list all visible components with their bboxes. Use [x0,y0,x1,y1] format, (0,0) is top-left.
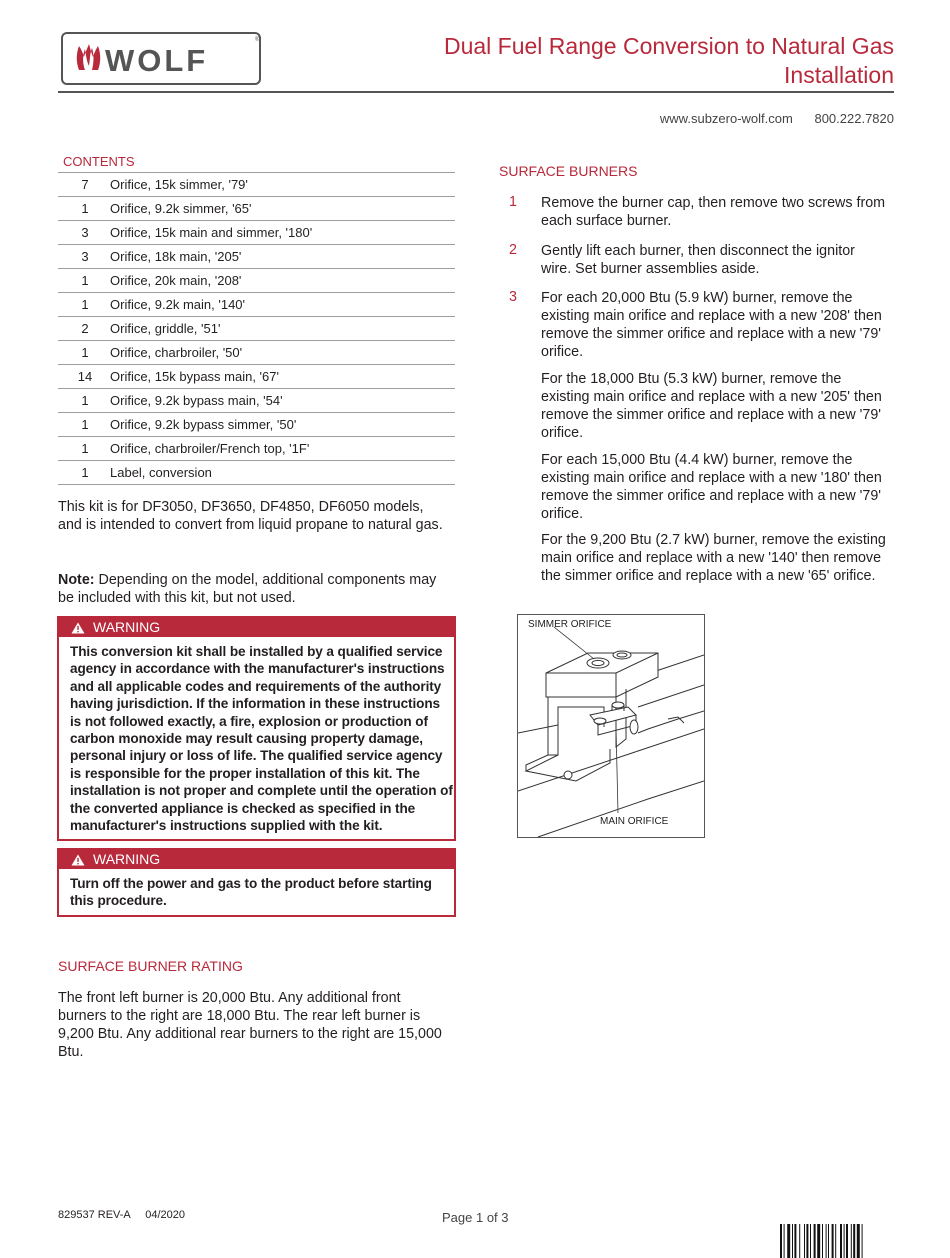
contents-row [58,293,455,317]
document-title [444,32,894,90]
item-description: Orifice, 20k main, '208' [110,269,455,293]
barcode-bar [787,1224,790,1258]
contents-row [58,389,455,413]
item-quantity: 1 [58,461,110,485]
barcode-bar [840,1224,842,1258]
step-number: 3 [509,289,517,305]
warning-title: WARNING [93,851,161,867]
note-text [58,571,450,607]
barcode-bar [814,1224,816,1258]
step-subparagraph: For the 18,000 Btu (5.3 kW) burner, remove the existing main orifice and replace with a new '205' then remove the simmer orifice and replace with a new '79' orifice. [541,371,882,441]
item-quantity: 2 [58,317,110,341]
item-description: Orifice, 9.2k simmer, '65' [110,197,455,221]
step-subparagraph: For the 9,200 Btu (2.7 kW) burner, remove the existing main orifice and replace with a new '140' then remove the simmer orifice and replace with a new '65' orifice. [541,532,886,584]
contents-row [58,173,455,197]
barcode-bar [817,1224,820,1258]
barcode-bar [794,1224,796,1258]
contents-row [58,221,455,245]
item-quantity: 1 [58,341,110,365]
contents-row [58,269,455,293]
contents-row [58,317,455,341]
warning-header [59,618,454,637]
barcode-bar [792,1224,793,1258]
barcode-bar [846,1224,848,1258]
item-description: Orifice, 15k bypass main, '67' [110,365,455,389]
barcode-bar [853,1224,855,1258]
barcode-bar [857,1224,860,1258]
intro-text: This kit is for DF3050, DF3650, DF4850, DF6050 models, and is intended to convert from liquid propane to natural gas. [58,499,443,533]
surface-burners-heading: SURFACE BURNERS [499,163,638,179]
document-number [58,1209,185,1221]
item-description: Orifice, charbroiler, '50' [110,341,455,365]
warning-triangle-icon [71,854,85,866]
header-divider [58,91,894,93]
item-description: Orifice, 9.2k main, '140' [110,293,455,317]
warning-box-power [57,848,456,917]
barcode-bar [851,1224,852,1258]
barcode-bar [835,1224,836,1258]
warning-box-installation [57,616,456,841]
contents-row [58,413,455,437]
barcode-bar [828,1224,829,1258]
step-number: 2 [509,242,517,258]
item-quantity: 1 [58,269,110,293]
barcode-bar [810,1224,811,1258]
svg-text:®: ® [255,37,260,43]
item-description: Orifice, 15k simmer, '79' [110,173,455,197]
contents-table [58,172,455,485]
wolf-logo [61,32,261,85]
step-text: Gently lift each burner, then disconnect the ignitor wire. Set burner assemblies aside. [541,243,855,277]
barcode-bar [822,1224,823,1258]
item-quantity: 1 [58,437,110,461]
item-description: Orifice, 15k main and simmer, '180' [110,221,455,245]
barcode [780,1224,894,1258]
barcode-bar [844,1224,845,1258]
item-quantity: 7 [58,173,110,197]
item-quantity: 1 [58,293,110,317]
warning-triangle-icon [71,622,85,634]
item-description: Orifice, griddle, '51' [110,317,455,341]
title-line-1: Dual Fuel Range Conversion to Natural Gas [443,33,894,59]
item-description: Orifice, 9.2k bypass main, '54' [110,389,455,413]
website-link[interactable]: www.subzero-wolf.com [659,111,793,126]
barcode-bar [862,1224,863,1258]
barcode-bar [804,1224,805,1258]
phone-number: 800.222.7820 [814,111,894,126]
warning-header [59,850,454,869]
warning-text: Turn off the power and gas to the product before starting this procedure. [70,876,432,909]
barcode-bar [780,1224,782,1258]
step-text: For each 20,000 Btu (5.9 kW) burner, remove the existing main orifice and replace with a new '208' then remove the simmer orifice and replace with a new '79' orifice. [541,290,882,360]
svg-text:WOLF: WOLF [105,43,209,78]
barcode-bar [826,1224,827,1258]
item-description: Orifice, 9.2k bypass simmer, '50' [110,413,455,437]
simmer-orifice-label: SIMMER ORIFICE [528,619,612,630]
rating-heading: SURFACE BURNER RATING [58,958,243,974]
item-quantity: 3 [58,245,110,269]
contents-row [58,461,455,485]
contact-info [660,111,894,126]
barcode-bar [806,1224,808,1258]
contents-row [58,341,455,365]
item-quantity: 1 [58,389,110,413]
rating-text: The front left burner is 20,000 Btu. Any additional front burners to the right are 18,000 Btu. The rear left burner is 9,200 Btu. Any additional rear burners to the right are 15,000 Btu. [58,990,442,1060]
item-description: Label, conversion [110,461,455,485]
item-quantity: 1 [58,197,110,221]
step-text: Remove the burner cap, then remove two screws from each surface burner. [541,195,886,229]
barcode-bar [799,1224,800,1258]
contents-row [58,245,455,269]
contents-row [58,437,455,461]
barcode-bar [832,1224,834,1258]
note-body: Depending on the model, additional components may be included with this kit, but not used. [58,572,437,606]
doc-date: 04/2020 [145,1209,185,1221]
page-number: Page 1 of 3 [442,1210,509,1225]
warning-text: This conversion kit shall be installed by a qualified service agency in accordance with the manufacturer's instructions and all applicable codes and requirements of the authority having jurisdiction. If the information in these instructions is not followed exactly, a fire, explosion or production of carbon monoxide may result causing property damage, personal injury or loss of life. The qualified service agency is responsible for the proper installation of this kit. The installation is not proper and complete until the operation of the converted appliance is checked as specified in the manufacturer's instructions supplied with the kit. [70,644,453,834]
main-orifice-label: MAIN ORIFICE [600,816,669,827]
item-quantity: 3 [58,221,110,245]
step-number: 1 [509,194,517,210]
item-quantity: 14 [58,365,110,389]
contents-row [58,365,455,389]
warning-title: WARNING [93,619,161,635]
item-description: Orifice, 18k main, '205' [110,245,455,269]
burner-illustration [518,615,704,837]
barcode-bar [784,1224,785,1258]
item-quantity: 1 [58,413,110,437]
contents-heading: CONTENTS [63,154,135,169]
item-description: Orifice, charbroiler/French top, '1F' [110,437,455,461]
doc-revision: 829537 REV-A [58,1209,131,1221]
title-line-2: Installation [784,62,894,88]
step-subparagraph: For each 15,000 Btu (4.4 kW) burner, remove the existing main orifice and replace with a new '180' then remove the simmer orifice and replace with a new '79' orifice. [541,452,882,522]
burner-orifice-diagram [517,614,705,838]
contents-row [58,197,455,221]
note-label: Note: [58,572,95,588]
